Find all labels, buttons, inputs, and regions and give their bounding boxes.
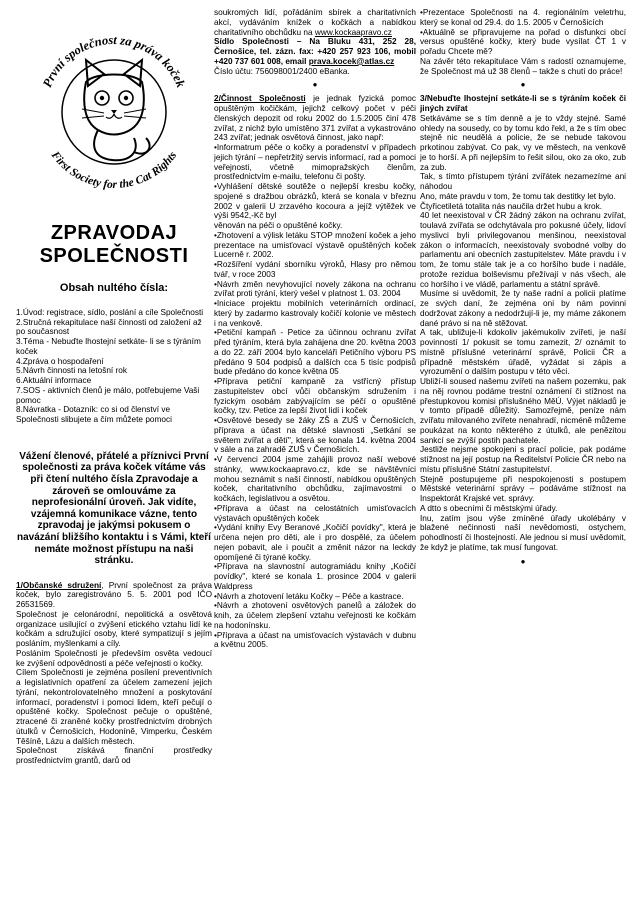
section-3-para: Jestliže nejsme spokojeni s prací policie, pak podáme stížnost na její postup na Ředitelství Policie ČR nebo na místu příslušné Státní zastupitelství. (420, 445, 626, 474)
separator-dot: ● (520, 80, 526, 90)
logo-ring-text-bottom: First Society for the Cat Rights (48, 149, 180, 192)
bullet: •Zhotovení a výlisk letáku STOP množení koček a jeho prezentace na umisťovací výstavě opuštěných koček Lucerně r. 2002. (214, 230, 416, 260)
bullet: •Aktuálně se připravujeme na pořad o disfunkci obcí versus opuštěné kočky, který bude vysílat ČT 1 v pořadu Chcete mě? (420, 27, 626, 56)
section-3-para: 40 let neexistoval v ČR žádný zákon na ochranu zvířat, toulavá zvířata se odchytávala pro pokusné účely, lidoví myslivci byli privilegovanou menšinou, neexistoval zákon o informacích, neexistovaly svobodné volby do parlamentu ani obecních zastupitelstev. Máte pravdu i v tom, že tomu stále tak je a co horšího bude i nadále, protože rezidua bolševismu přežívají v nás všech, ale co horšího i ve vládě, parlamentu a státní správě. (420, 211, 626, 289)
website-link[interactable]: www.kockaapravo.cz (314, 27, 392, 37)
greeting: Vážení členové, přátelé a příznivci První společnosti za práva koček vítáme vás při čtení nultého čísla Zpravodaje a zároveň se omlouváme za neprofesionální úroveň. Jak vidíte, vzájemná komunikace vázne, tento zpravodaj je jakýmsi pokusem o navázání bližšího kontaktu i s Vámi, kteří nemáte možnost přístupu na naši stránku. (17, 450, 211, 567)
section-3-para: Inu, zatím jsou výše zmíněné úřady ukolébány v blažené nečinnosti naší nevědomosti, ostychem, pohodlností či lhostejností. Ale jednou si musí uvědomit, že když je platíme, tak musí fungovat. (420, 513, 626, 552)
column-2 (214, 8, 416, 650)
masthead-line-2: SPOLEČNOSTI (39, 245, 189, 267)
closing-note: Na závěr této rekapitulace Vám s radostí oznamujeme, že Společnost má už 38 členů – takže s chutí do práce! (420, 56, 626, 76)
section-1-title: 1/Občanské sdružení (16, 580, 102, 590)
section-3-para: Tak, s tímto přístupem týrání zvířátek nezamezíme ani náhodou (420, 172, 626, 191)
column-1 (16, 8, 212, 766)
col2-continuation: soukromých lidí, pořádáním sbírek a charitativních akcí, vydáváním knížek o kočkách a nabídkou charitativního obchůdku na www.kockaapravo.cz (214, 8, 416, 37)
address: Sídlo Společnosti – Na Bluku 431, 252 28, Černošice, tel. zázn. fax: +420 257 923 106, mobil +420 737 601 008, email prava.kocek@atlas.cz (214, 37, 416, 66)
contents-list (16, 308, 212, 425)
section-3-para: Musíme si uvědomit, že ty naše radní a policii platíme ze svých daní, že zejména oni by nám povinni dodržovat zákony a nedodržují-li je, my máme zákonem dané právo si na ně stěžovat. (420, 289, 626, 328)
contents-item: 2.Stručná rekapitulace naší činnosti od založení až po současnost (16, 317, 202, 337)
account-number: Číslo účtu: 756098001/2400 eBanka. (214, 66, 350, 76)
bullet: •Příprava a účast na celostátních umisťovacích výstavách opuštěných koček (214, 503, 416, 523)
bullet: •Vyhlášení dětské soutěže o nejlepší kresbu kočky, spojené s dražbou obrázků, která se konala v březnu 2002 v galerii U zrzavého kocoura a jejíž výtěžek ve výši 9542,-Kč byl (214, 182, 416, 221)
contents-item: 3.Téma - Nebuďte lhostejní setkáte- li se s týráním koček (16, 337, 201, 356)
bullet: •Příprava petiční kampaně za vstřícný přístup zastupitelstev obcí vůči občanským sdružením i fyzickým osobám zabývajícím se péčí o opuštěné kočky, tzv. Petice za lepší život lidí i koček (214, 377, 416, 416)
contents-item: 5.Návrh činnosti na letošní rok (16, 366, 127, 376)
bullet: •Petiční kampaň - Petice za účinnou ochranu zvířat před týráním, která byla zahájena dne 20. května 2003 a do 22. září 2004 bylo kanceláři Petičního výboru PS předáno 9 504 podpisů a dalších cca 5 tisíc podpisů bude předáno do konce května 05 (214, 328, 416, 377)
section-2-intro: 2/Činnost Společnosti je jednak fyzická pomoc opuštěným kočičkám, jejichž celkový počet v péči členských depozit od roku 2002 do 1.5.2005 činí 478 zvířat, z nichž bylo umístěno 371 zvířat a vykastrováno 243 zvířat; jednak osvětová činnost, jako např: (214, 94, 416, 143)
cat-logo-icon (16, 12, 212, 212)
bullet: •Iniciace projektu mobilních veterinárních ordinací, který by zadarmo kastrovaly kočičí kolonie ve městech i na venkově. (214, 299, 416, 328)
bullet: •Návrh a zhotovení osvětových panelů a záložek do knih, za účelem zlepšení vztahu veřejnosti ke kočkám na hodonínsku. (214, 601, 416, 630)
contents-heading: Obsah nultého čísla: (59, 282, 169, 294)
section-1-para: Cílem Společnosti je zejména posílení preventivních a legislativních opatření za účelem zamezení jejich týrání, nekontrolovatelného množení a poskytování informací, poradenství i pomoci lidem, kteří pečují o opuštěné kočky. Společnost pečuje o opuštěné, ztracené či zraněné kočky prostřednictvím drobných útulků v Černošicích, Hodoníně, Vimperku, Českém Těšíně, Lázu a dalších městech. (16, 668, 212, 746)
separator-dot: ● (520, 556, 526, 566)
bullet: •Rozšíření vydání sborníku výroků, Hlasy pro němou tvář, v roce 2003 (214, 260, 416, 279)
section-3-para: A dtto s obecními či městskými úřady. (420, 503, 558, 513)
bullet: •Prezentace Společnosti na 4. regionálním veletrhu, který se konal od 29.4. do 1.5. 2005 v Černošicích (420, 8, 626, 27)
bullet: věnován na péči o opuštěné kočky. (214, 221, 343, 230)
society-logo (16, 12, 212, 212)
section-3-para: Čtyřicetiletá totalita nás naučila držet hubu a krok. (420, 201, 603, 211)
contents-item: 4.Zpráva o hospodaření (16, 356, 104, 366)
bullet: •Příprava a účast na umisťovacích výstavách v dubnu a květnu 2005. (214, 630, 416, 650)
section-3-title: 3/Nebuďte lhostejní setkáte-li se s týráním koček či jiných zvířat (420, 94, 626, 113)
logo-ring-text-top: První společnost za práva koček (40, 32, 188, 90)
bullet: •Návrh změn nevyhovující novely zákona na ochranu zvířat proti týrání, který vešel v platnost 1. 03. 2004 (214, 279, 416, 299)
section-1-para: Společnost je celonárodní, nepolitická a osvětová organizace usilující o zvýšení etického vztahu lidí ke kočkám a sdružující osoby, které sympatizují s jejím posláním, myšlenkami a cíly. (16, 609, 212, 649)
masthead (16, 222, 212, 268)
bullet: •Osvětové besedy se žáky ZŠ a ZUŠ v Černošicích, příprava a účast na dětské slavnosti „Setkání se světem zvířat a dětí", která se konala 14. května 2004 v sále a na zahradě ZUŠ v Černošicích. (214, 416, 416, 455)
bullet: •Příprava na slavnostní autogramiádu knihy „Kočičí povídky", které se konala 1. prosince 2004 v galerii Waldpress (214, 562, 416, 591)
column-3 (420, 8, 626, 567)
contents-item: 8.Návratka - Dotazník: co si od členství ve Společnosti slibujete a čím můžete pomoci (16, 405, 172, 424)
section-3-para: Setkáváme se s tím denně a je to vždy stejné. Samé ohledy na sousedy, co by tomu kdo řekl, a že s tím obec stejně nic neudělá a policie, že se nebude takovou prkotinou zabývat. Co pak, vy ve městech, na venkově je to horší. A při nejlepším to řešit silou, oko za oko, zub za zub. (420, 113, 626, 172)
masthead-line-1: ZPRAVODAJ (50, 222, 178, 244)
separator-dot: ● (312, 80, 318, 90)
section-3-para: Ubliží-li soused našemu zvířeti na našem pozemku, pak na něj rovnou podáme trestní oznámení či stížnost na přestupkovou komisi příslušného MěÚ. Výjet nákladů je v tomto případě důležitý. Samozřejmě, peníze nám zvířatu milovaného zvířete nenahradí, nicméně můžeme poukázat na konto některého z útulků, ale penězitou sankcí se zvýší postih pachatele. (420, 377, 626, 445)
section-1-para: Společnost získává finanční prostředky prostřednictvím grantů, darů od (16, 746, 212, 766)
bullet: •Návrh a zhotovení letáku Kočky – Péče a kastrace. (214, 591, 404, 601)
bullet: •Vydání knihy Evy Beranové „Kočičí povídky", která je určena nejen pro děti, ale i pro dospělé, za účelem nejen pobavit, ale i poučit a změnit názor na leckdy opomíjené či týrané kočky. (214, 523, 416, 562)
section-3-para: Ano, máte pravdu v tom, že tomu tak destitky let bylo. (420, 191, 616, 201)
section-2-title: 2/Činnost Společnosti (214, 94, 306, 104)
section-1-intro: 1/Občanské sdružení, První společnost za práva koček, bylo zaregistrováno 5. 5. 2001 pod IČO 26531569. (16, 580, 212, 610)
section-3-para: Stejně postupujeme při nespokojenosti s postupem Městské veterinární správy – podáváme stížnost na Inspektorát Krajské vet. správy. (420, 474, 626, 503)
contents-item: 6.Aktuální informace (16, 376, 92, 385)
section-1-para: Posláním Společnosti je především osvěta vedoucí ke zvýšení odpovědnosti a péče veřejnosti o kočky. (16, 648, 212, 668)
section-3-para: A tak, ubližuje-li kdokoliv jakémukoliv zvířeti, je naší povinností 1/ pokusit se tomu zamezit, 2/ oznámit to místně příslušné veterinární správě, Policii ČR a případně městském úřadě, vyžádat si zápis a vyrozumění o dalším postupu v této věci. (420, 328, 626, 377)
contents-item: 1.Úvod: registrace, sídlo, poslání a cíle Společnosti (16, 307, 204, 317)
contents-item: 7.SOS - aktivních členů je málo, potřebujeme Vaši pomoc (16, 385, 200, 405)
bullet: •Informatrum péče o kočky a poradenství v případech jejich týrání – nepřetržitý servis informací, rad a pomoci veřejnosti, včetně mimopražských členům, prostřednictvím e-mailu, telefonu či pošty. (214, 143, 416, 182)
bullet: •V červenci 2004 jsme zahájili provoz naší webové stránky, www.kockaapravo.cz, kde se návštěvníci mohou seznámit s naší činností, nabídkou opuštěných koček, charitativního obchůdku, zajímavostmi o kočkách, legislativou a osvětou. (214, 455, 416, 503)
email-link[interactable]: prava.kocek@atlas.cz (308, 56, 395, 66)
